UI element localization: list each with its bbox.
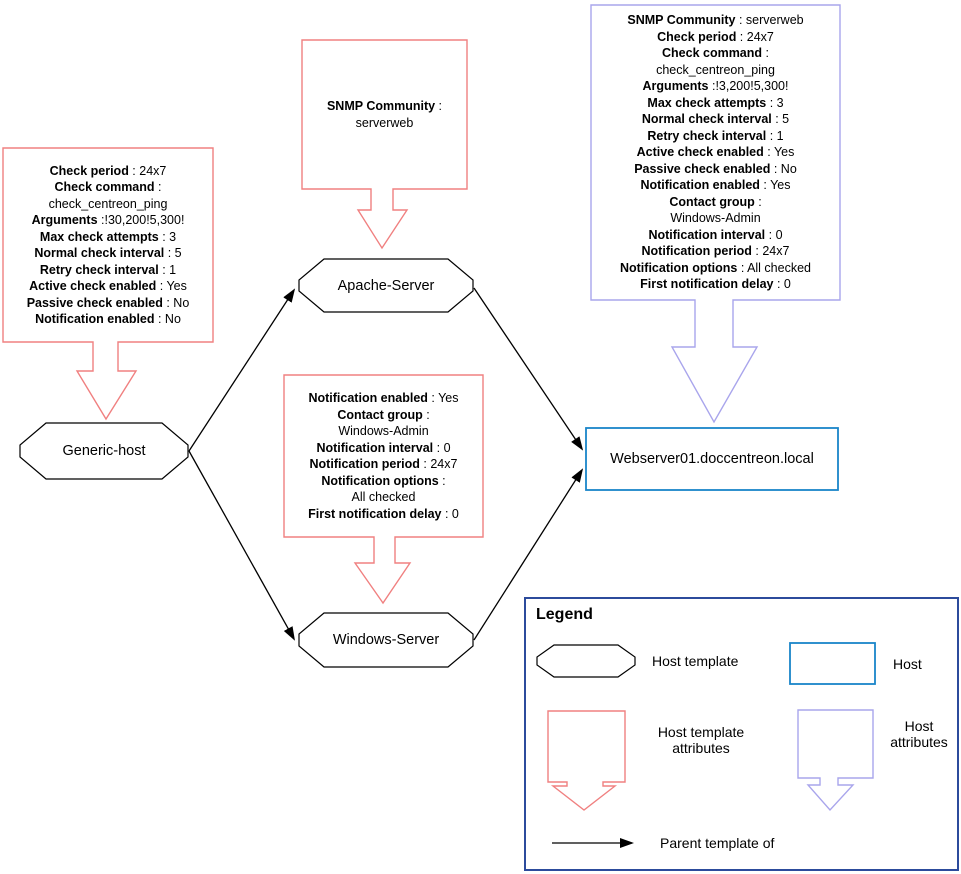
attribute-line: Normal check interval : 5 <box>641 112 790 127</box>
edge-generic-windows <box>189 451 294 639</box>
attribute-line: First notification delay : 0 <box>640 277 791 292</box>
node-label-generic: Generic-host <box>62 443 146 459</box>
attribute-line: Contact group : <box>337 407 430 422</box>
attribute-line: Active check enabled : Yes <box>636 145 795 160</box>
attribute-line: Notification period : 24x7 <box>641 244 790 259</box>
legend-label-host-template: Host template <box>652 653 739 669</box>
node-label-apache: Apache-Server <box>337 277 435 294</box>
attribute-line: Active check enabled : Yes <box>29 279 187 293</box>
attribute-line: SNMP Community : <box>326 99 443 113</box>
host-attrs-text <box>591 5 840 300</box>
attribute-line: Passive check enabled : No <box>634 161 797 176</box>
node-label-webserver: Webserver01.doccentreon.local <box>610 451 814 467</box>
legend-octagon <box>537 645 635 677</box>
attribute-line: All checked <box>351 490 416 504</box>
attribute-line: Contact group : <box>669 194 762 209</box>
attribute-line: Notification period : 24x7 <box>309 457 458 471</box>
generic-attrs-text <box>3 148 213 342</box>
legend-label-host-template-attributes: Host template attributes <box>657 724 745 756</box>
legend-label-host-attributes: Host attributes <box>890 718 948 750</box>
node-label-windows: Windows-Server <box>332 632 440 648</box>
attribute-line: Check period : 24x7 <box>657 29 774 44</box>
attribute-line: serverweb <box>355 115 414 130</box>
attribute-line: Notification enabled : No <box>35 312 181 326</box>
attribute-line: Notification enabled : Yes <box>308 391 459 405</box>
attribute-line: Notification enabled : Yes <box>640 178 791 193</box>
edge-apache-webserver <box>474 288 582 449</box>
attribute-line: SNMP Community : serverweb <box>627 13 804 28</box>
attribute-line: Arguments :!3,200!5,300! <box>642 79 789 94</box>
attribute-line: check_centreon_ping <box>656 62 775 77</box>
attribute-line: Windows-Admin <box>670 211 761 226</box>
legend-title: Legend <box>536 606 593 623</box>
legend-label-host: Host <box>893 655 922 672</box>
attribute-line: Retry check interval : 1 <box>647 128 784 143</box>
attribute-line: Max check attempts : 3 <box>647 95 784 110</box>
attribute-line: Notification interval : 0 <box>316 440 451 455</box>
attribute-line: Retry check interval : 1 <box>39 262 177 277</box>
attribute-line: Passive check enabled : No <box>26 295 190 310</box>
legend-host-rect <box>790 643 875 684</box>
attribute-line: Notification interval : 0 <box>648 227 783 242</box>
attribute-line: Check command : <box>662 46 769 61</box>
attribute-line: Windows-Admin <box>338 424 429 438</box>
legend-label-parent-template: Parent template of <box>660 835 775 851</box>
attribute-line: Notification options : All checked <box>619 260 811 275</box>
windows-notif-text <box>284 375 483 537</box>
attribute-line: Check command : <box>54 180 162 194</box>
attribute-line: Notification options : <box>321 473 446 488</box>
attribute-line: Max check attempts : 3 <box>39 229 177 244</box>
attribute-line: check_centreon_ping <box>48 196 168 211</box>
attribute-line: First notification delay : 0 <box>308 506 459 521</box>
attribute-line: Arguments :!30,200!5,300! <box>31 213 185 227</box>
attribute-line: Normal check interval : 5 <box>34 246 182 260</box>
snmp-community-text <box>302 40 467 189</box>
attribute-line: Check period : 24x7 <box>49 163 167 178</box>
